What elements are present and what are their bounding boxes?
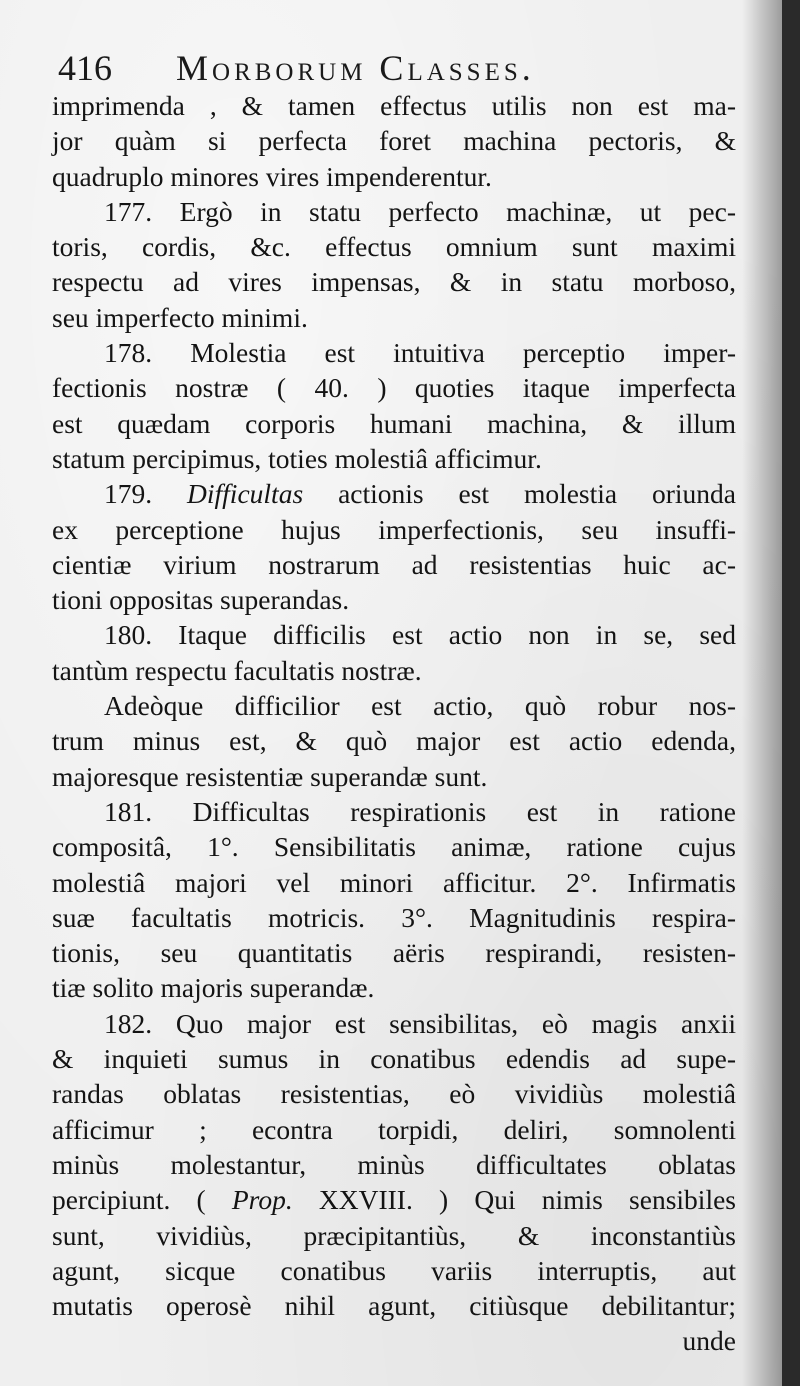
text-line: seu imperfecto minimi. bbox=[52, 301, 308, 333]
text-line: tantùm respectu facultatis nostræ. bbox=[52, 654, 422, 686]
text-line: randas oblatas resistentias, eò vividiùs molestiâ bbox=[52, 1078, 736, 1110]
text-line: molestiâ majori vel minori afficitur. 2°. Infirmatis bbox=[52, 866, 736, 898]
text-run: percipiunt. ( bbox=[52, 1184, 206, 1216]
text-line: 178. Molestia est intuitiva perceptio imper- bbox=[104, 337, 736, 369]
text-run: XXVIII. ) Qui nimis sensibiles bbox=[318, 1184, 736, 1216]
text-line: cientiæ virium nostrarum ad resistentias huic ac- bbox=[52, 548, 736, 580]
text-line bbox=[52, 1182, 736, 1217]
text-line: statum percipimus, toties molestiâ afficimur. bbox=[52, 442, 542, 474]
text-line: 177. Ergò in statu perfecto machinæ, ut pec- bbox=[104, 195, 736, 227]
text-line: quadruplo minores vires impenderentur. bbox=[52, 160, 492, 192]
text-line bbox=[52, 476, 736, 511]
text-line: trum minus est, & quò major est actio edenda, bbox=[52, 725, 736, 757]
text-line: 180. Itaque difficilis est actio non in se, sed bbox=[104, 619, 736, 651]
text-line: jor quàm si perfecta foret machina pectoris, & bbox=[52, 125, 736, 157]
text-line: agunt, sicque conatibus variis interruptis, aut bbox=[52, 1254, 736, 1286]
text-line: tiæ solito majoris superandæ. bbox=[52, 972, 375, 1004]
italic-term: Difficultas bbox=[187, 478, 304, 510]
text-line: tionis, seu quantitatis aëris respirandi, resisten- bbox=[52, 937, 736, 969]
gutter-shadow bbox=[742, 0, 782, 1386]
text-line: Adeòque difficilior est actio, quò robur nos- bbox=[104, 690, 736, 722]
text-line: & inquieti sumus in conatibus edendis ad supe- bbox=[52, 1043, 736, 1075]
body-text bbox=[52, 88, 736, 1359]
running-head bbox=[58, 44, 698, 92]
text-line: mutatis operosè nihil agunt, citiùsque debilitantur; bbox=[52, 1290, 736, 1322]
running-title: Morborum Classes. bbox=[176, 48, 535, 88]
page-number: 416 bbox=[58, 48, 112, 88]
text-line: respectu ad vires impensas, & in statu morboso, bbox=[52, 266, 736, 298]
text-line: compositâ, 1°. Sensibilitatis animæ, ratione cujus bbox=[52, 831, 736, 863]
catchword: unde bbox=[682, 1325, 736, 1357]
text-line: 182. Quo major est sensibilitas, eò magis anxii bbox=[104, 1007, 736, 1039]
text-line: fectionis nostræ ( 40. ) quoties itaque imperfecta bbox=[52, 372, 736, 404]
text-line: est quædam corporis humani machina, & illum bbox=[52, 407, 736, 439]
text-line: majoresque resistentiæ superandæ sunt. bbox=[52, 760, 488, 792]
text-line: ex perceptione hujus imperfectionis, seu insuffi- bbox=[52, 513, 736, 545]
text-line: 181. Difficultas respirationis est in ratione bbox=[104, 795, 736, 827]
text-line: minùs molestantur, minùs difficultates oblatas bbox=[52, 1148, 736, 1180]
italic-term: Prop. bbox=[231, 1184, 293, 1216]
text-line: tioni oppositas superandas. bbox=[52, 584, 350, 616]
text-line: suæ facultatis motricis. 3°. Magnitudinis respira- bbox=[52, 901, 736, 933]
text-line: sunt, vividiùs, præcipitantiùs, & inconstantiùs bbox=[52, 1219, 736, 1251]
text-run: actionis est molestia oriunda bbox=[338, 478, 737, 510]
paragraph-number: 179. bbox=[104, 478, 153, 510]
text-line: imprimenda , & tamen effectus utilis non est ma- bbox=[52, 90, 736, 121]
text-line: toris, cordis, &c. effectus omnium sunt maximi bbox=[52, 231, 736, 263]
text-line: afficimur ; econtra torpidi, deliri, somnolenti bbox=[52, 1113, 736, 1145]
